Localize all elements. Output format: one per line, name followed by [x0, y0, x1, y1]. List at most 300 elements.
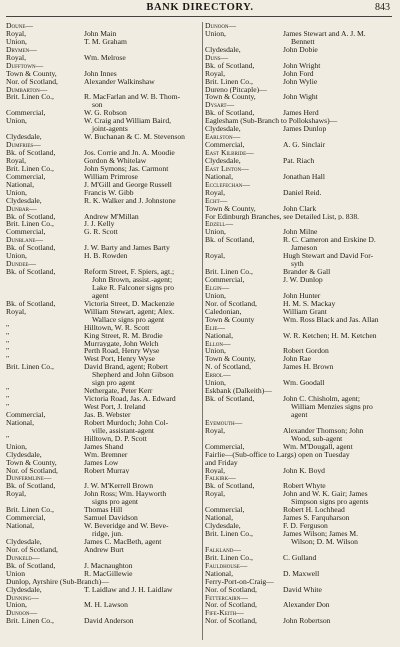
town-heading: [205, 101, 397, 109]
bank-name: Clydesdale,: [6, 585, 42, 594]
agent-names: Robert Murray: [84, 466, 130, 475]
bank-name: ": [6, 323, 10, 332]
left-column: [6, 22, 200, 642]
agent-names: John K. Boyd: [283, 466, 325, 475]
agent-names: John Wight: [283, 93, 318, 102]
bank-name: Town & County,: [205, 204, 256, 213]
bank-name: [205, 411, 283, 419]
agent-names: Wood, sub-agent: [291, 434, 343, 443]
bank-name: [205, 244, 283, 252]
bank-name: Bk. of Scotland,: [6, 299, 56, 308]
town-heading: [205, 562, 397, 570]
bank-name: [6, 530, 84, 538]
bank-name: Union,: [205, 347, 226, 356]
bank-name: Brit. Linen Co.,: [6, 93, 54, 102]
bank-name: Nor. of Scotland,: [205, 601, 257, 610]
agent-names: William Primrose: [84, 172, 138, 181]
directory-entry: [205, 332, 397, 340]
bank-name: Bk. of Scotland,: [205, 236, 255, 245]
town-heading: [6, 22, 200, 30]
agent-names: David Anderson: [84, 617, 134, 626]
town-heading: [205, 165, 397, 173]
directory-entry: [205, 435, 397, 443]
bank-name: Commercial,: [205, 141, 245, 149]
directory-entry: [205, 236, 397, 244]
directory-entry: [6, 157, 200, 165]
agent-names: [84, 141, 200, 149]
agent-names: James Herd: [283, 109, 319, 118]
agent-names: signs pro agent: [92, 498, 138, 507]
directory-entry: [6, 482, 200, 490]
bank-name: National,: [6, 418, 35, 427]
agent-names: John Robertson: [283, 617, 331, 626]
directory-entry: [6, 530, 200, 538]
page-title: BANK DIRECTORY.: [146, 2, 254, 13]
bank-name: Falkirk—: [205, 474, 236, 483]
bank-name: Royal,: [205, 490, 226, 499]
bank-name: Dunbar—: [6, 204, 37, 213]
directory-entry: [205, 38, 397, 46]
directory-entry: [205, 70, 397, 78]
agent-names: Andrew Burt: [84, 545, 124, 554]
directory-entry: [205, 554, 397, 562]
agent-names: Francis W. Gibb: [84, 188, 134, 197]
agent-names: ville, assistant-agent: [92, 426, 154, 435]
bank-name: Commercial,: [6, 228, 46, 237]
agent-names: Jonathan Hall: [283, 172, 325, 181]
bank-name: Bk. of Scotland,: [6, 212, 56, 221]
directory-entry: [6, 538, 200, 546]
bank-name: [205, 435, 283, 443]
directory-entry: [6, 292, 200, 300]
agent-names: John C. Chisholm, agent;: [283, 395, 360, 403]
agent-names: [283, 181, 397, 189]
bank-name: [6, 284, 84, 292]
directory-entry: [6, 387, 200, 395]
town-heading: [6, 260, 200, 268]
bank-name: Brit. Linen Co.,: [6, 506, 54, 515]
town-heading: [6, 554, 200, 562]
bank-name: Falkland—: [205, 545, 241, 554]
town-heading: [205, 284, 397, 292]
town-heading: [205, 546, 397, 554]
directory-entry: [205, 93, 397, 101]
bank-name: ": [6, 347, 10, 356]
directory-entry: [6, 601, 200, 609]
agent-names: [283, 54, 397, 62]
agent-names: James Stewart and A. J. M.: [283, 29, 366, 38]
town-heading: [6, 62, 200, 70]
agent-names: James S. Farquharson: [283, 514, 350, 523]
agent-names: joint-agents: [92, 125, 128, 134]
directory-entry: [6, 379, 200, 387]
bank-name: Nor. of Scotland,: [6, 77, 58, 86]
directory-entry: [205, 538, 397, 546]
bank-name: Commercial,: [6, 172, 46, 181]
agent-names: [84, 22, 200, 30]
directory-entry: [6, 498, 200, 506]
directory-entry: [6, 332, 200, 340]
bank-name: N. of Scotland,: [205, 363, 251, 372]
town-heading: [205, 149, 397, 157]
bank-name: Eskbank (Dalkeith)—: [205, 387, 272, 396]
bank-name: Bk. of Scotland,: [6, 268, 56, 276]
bank-name: Bk. of Scotland,: [205, 482, 255, 491]
agent-names: James Dunlop: [283, 125, 327, 134]
agent-names: [283, 22, 397, 30]
bank-name: National,: [205, 331, 234, 340]
directory-entry: [6, 133, 200, 141]
bank-name: East Linton—: [205, 164, 249, 173]
bank-name: Union,: [205, 29, 226, 38]
bank-name: Ferry-Port-on-Craig—: [205, 577, 274, 586]
bank-name: and Friday: [205, 458, 238, 467]
agent-names: West Port, Henry Wyse: [84, 355, 155, 364]
agent-names: W. Beveridge and W. Beve-: [84, 522, 169, 530]
town-heading: [6, 578, 200, 586]
bank-name: National,: [205, 514, 234, 523]
agent-names: [283, 197, 397, 205]
agent-names: John Innes: [84, 69, 117, 78]
directory-entry: [205, 292, 397, 300]
agent-names: Wilson; D. M. Wilson: [291, 537, 358, 546]
town-heading: [205, 459, 397, 467]
bank-name: Fairlie—(Sub-office to Largs) open on Tuesday: [205, 450, 350, 459]
bank-name: Commercial,: [205, 506, 245, 515]
agent-names: John Rae: [283, 355, 312, 364]
directory-entry: [205, 355, 397, 363]
town-heading: [205, 220, 397, 228]
bank-name: Bk. of Scotland,: [205, 61, 255, 70]
agent-names: [84, 594, 200, 602]
bank-name: [205, 38, 283, 46]
bank-name: Dunoon—: [6, 609, 38, 618]
directory-entry: [205, 490, 397, 498]
agent-names: James H. Brown: [283, 363, 334, 372]
agent-names: William Stewart, agent; Alex.: [84, 307, 175, 316]
directory-entry: [6, 30, 200, 38]
directory-entry: [205, 395, 397, 403]
bank-name: Town & County,: [205, 93, 256, 102]
agent-names: [84, 236, 200, 244]
agent-names: Victoria Street, D. Mackenzie: [84, 299, 175, 308]
bank-name: Bk. of Scotland,: [6, 244, 56, 253]
bank-name: Clydesdale,: [205, 45, 241, 54]
agent-names: [84, 86, 200, 94]
bank-name: Brit. Linen Co.,: [6, 164, 54, 173]
bank-name: Union: [6, 569, 25, 578]
agent-names: F. D. Ferguson: [283, 522, 328, 530]
agent-names: John Milne: [283, 228, 318, 237]
directory-entry: [6, 213, 200, 221]
agent-names: H. M. S. Mackay: [283, 299, 336, 308]
agent-names: [84, 46, 200, 54]
agent-names: Shepherd and John Gibson: [92, 371, 174, 380]
agent-names: Alexander Thomson; John: [283, 426, 364, 435]
directory-entry: [6, 276, 200, 284]
town-heading: [205, 578, 397, 586]
directory-entry: [205, 189, 397, 197]
directory-entry: [205, 62, 397, 70]
directory-entry: [6, 268, 200, 276]
town-heading: [6, 609, 200, 617]
bank-name: Bk. of Scotland,: [205, 395, 255, 403]
directory-entry: [205, 244, 397, 252]
agent-names: T. M. Graham: [84, 37, 127, 46]
agent-names: [367, 117, 397, 125]
bank-name: Bk. of Scotland,: [6, 482, 56, 491]
directory-entry: [205, 276, 397, 284]
agent-names: [335, 578, 397, 586]
bank-name: Brit. Linen Co.,: [205, 553, 253, 562]
town-heading: [205, 181, 397, 189]
agent-names: Wallace signs pro agent: [92, 315, 165, 324]
bank-name: Commercial,: [6, 109, 46, 118]
agent-names: [283, 149, 397, 157]
town-heading: [6, 474, 200, 482]
directory-entry: [6, 443, 200, 451]
bank-name: [205, 403, 283, 411]
bank-name: Clydesdale,: [6, 196, 42, 205]
directory-entry: [205, 300, 397, 308]
bank-name: [6, 276, 84, 284]
bank-name: East Kilbride—: [205, 149, 254, 157]
agent-names: James C. MacBeth, agent: [84, 537, 162, 546]
directory-entry: [6, 324, 200, 332]
agent-names: Hilltown, D. P. Scott: [84, 434, 147, 443]
town-heading: [205, 609, 397, 617]
bank-name: Clydesdale,: [6, 537, 42, 546]
town-heading: [205, 594, 397, 602]
town-heading: [205, 54, 397, 62]
agent-names: James Shand: [84, 442, 124, 451]
agent-names: G. R. Scott: [84, 228, 118, 237]
directory-entry: [6, 284, 200, 292]
bank-name: For Edinburgh Branches, see Detailed List, p. 838.: [205, 212, 360, 221]
town-heading: [205, 387, 397, 395]
bank-name: Brit. Linen Co.,: [6, 617, 54, 626]
bank-name: Clydesdale,: [6, 450, 42, 459]
bank-name: Dunkeld—: [6, 553, 40, 562]
directory-entry: [6, 403, 200, 411]
agent-names: William Menzies signs pro: [291, 403, 373, 411]
agent-names: John Dobie: [283, 45, 318, 54]
bank-name: Duns—: [205, 53, 229, 62]
agent-names: Robert Murdoch; John Col-: [84, 418, 169, 427]
bank-name: Elie—: [205, 323, 226, 332]
directory-entry: [6, 435, 200, 443]
directory-entry: [6, 78, 200, 86]
bank-name: Dundee—: [6, 260, 37, 269]
town-heading: [6, 46, 200, 54]
bank-name: Ellon—: [205, 339, 231, 348]
directory-entry: [6, 101, 200, 109]
agent-names: [283, 474, 397, 482]
directory-entry: [205, 173, 397, 181]
directory-entry: [6, 220, 200, 228]
bank-name: Bk. of Scotland,: [6, 149, 56, 157]
bank-name: Union,: [205, 291, 226, 300]
directory-entry: [6, 189, 200, 197]
bank-name: Union,: [6, 252, 27, 261]
bank-name: [205, 260, 283, 268]
bank-name: [6, 101, 84, 109]
bank-name: [6, 125, 84, 133]
agent-names: Alexander Don: [283, 601, 330, 610]
directory-entry: [6, 117, 200, 125]
directory-entry: [205, 308, 397, 316]
agent-names: W. R. Ketchen; H. M. Ketchen: [283, 331, 377, 340]
bank-name: National,: [6, 180, 35, 189]
agent-names: [283, 284, 397, 292]
agent-names: Victoria Road, Jas. A. Edward: [84, 395, 176, 403]
bank-name: Town & County,: [205, 355, 256, 364]
page-number: 843: [375, 2, 390, 13]
agent-names: Jameson: [291, 244, 318, 253]
agent-names: [84, 554, 200, 562]
bank-name: Dumbarton—: [6, 85, 48, 94]
bank-name: National,: [6, 522, 35, 530]
agent-names: William Grant: [283, 307, 327, 316]
right-column: [205, 22, 397, 642]
agent-names: syth: [291, 260, 304, 269]
agent-names: agent: [92, 291, 109, 300]
agent-names: [283, 371, 397, 379]
agent-names: D. Maxwell: [283, 569, 320, 578]
agent-names: Pat. Riach: [283, 156, 315, 165]
agent-names: son: [92, 101, 103, 110]
agent-names: Wm. Melrose: [84, 53, 126, 62]
bank-name: National,: [205, 569, 234, 578]
bank-name: ": [6, 355, 10, 364]
directory-entry: [205, 157, 397, 165]
agent-names: R. C. Cameron and Erskine D.: [283, 236, 376, 245]
town-heading: [205, 419, 397, 427]
directory-entry: [6, 54, 200, 62]
bank-name: Union,: [205, 228, 226, 237]
bank-name: Dunlop, Ayrshire (Sub-Branch)—: [6, 577, 109, 586]
directory-entry: [6, 93, 200, 101]
town-heading: [6, 205, 200, 213]
agent-names: John Clark: [283, 204, 317, 213]
bank-name: Nor. of Scotland,: [205, 585, 257, 594]
agent-names: Jos. Corrie and Jn. A. Moodie: [84, 149, 175, 157]
directory-entry: [6, 586, 200, 594]
directory-entry: [205, 427, 397, 435]
bank-name: Eyemouth—: [205, 418, 243, 427]
town-heading: [205, 474, 397, 482]
directory-entry: [6, 570, 200, 578]
agent-names: [283, 594, 397, 602]
bank-name: Clydesdale,: [6, 133, 42, 142]
bank-name: Royal,: [205, 466, 226, 475]
bank-name: Clydesdale,: [205, 156, 241, 165]
directory-entry: [6, 506, 200, 514]
agent-names: James Low: [84, 458, 119, 467]
agent-names: Samuel Davidson: [84, 514, 138, 523]
bank-name: Town & County,: [6, 458, 57, 467]
town-heading: [205, 117, 397, 125]
directory-entry: [205, 109, 397, 117]
agent-names: J. W. M'Kerrell Brown: [84, 482, 154, 491]
agent-names: J. W. Barty and James Barty: [84, 244, 170, 253]
bank-name: [205, 498, 283, 506]
agent-names: Alexander Walkinshaw: [84, 77, 155, 86]
directory-entry: [6, 562, 200, 570]
bank-name: Dureno (Pitcaple)—: [205, 85, 267, 94]
agent-names: Wm. Ross Black and Jas. Allan: [283, 315, 379, 324]
directory-entry: [205, 347, 397, 355]
agent-names: [283, 133, 397, 141]
bank-name: Dufftown—: [6, 61, 44, 70]
agent-names: Jas. B. Webster: [84, 410, 131, 419]
bank-name: Town & County: [205, 315, 255, 324]
town-heading: [6, 594, 200, 602]
bank-name: ": [6, 395, 10, 403]
directory-entry: [6, 228, 200, 236]
agent-names: W. G. Robson: [84, 109, 127, 118]
agent-names: West Port, J. Ireland: [84, 403, 146, 411]
bank-name: Dunfermline—: [6, 474, 52, 483]
town-heading: [205, 133, 397, 141]
bank-name: Brit. Linen Co.,: [205, 268, 253, 276]
directory-entry: [6, 371, 200, 379]
agent-names: Robert Gordon: [283, 347, 329, 356]
agent-names: James Wilson; James M.: [283, 530, 359, 538]
agent-names: Andrew M'Millan: [84, 212, 139, 221]
bank-name: Dysart—: [205, 101, 235, 110]
bank-name: Dumfries—: [6, 141, 41, 149]
agent-names: Wm. M'Dougall, agent: [283, 442, 353, 451]
agent-names: Wm. Bremner: [84, 450, 128, 459]
directory-entry: [6, 467, 200, 475]
directory-entry: [6, 340, 200, 348]
directory-entry: [205, 570, 397, 578]
agent-names: Thomas Hill: [84, 506, 123, 515]
directory-entry: [205, 316, 397, 324]
directory-entry: [6, 125, 200, 133]
bank-name: Caledonian,: [205, 307, 242, 316]
bank-name: Town & County,: [6, 69, 57, 78]
bank-name: Bk. of Scotland,: [205, 109, 255, 118]
agent-names: Wm. Goodall: [283, 379, 325, 388]
agent-names: [283, 220, 397, 228]
bank-name: Commercial,: [6, 410, 46, 419]
bank-name: Clydesdale,: [205, 125, 241, 134]
bank-name: Nor. of Scotland,: [205, 299, 257, 308]
directory-entry: [6, 522, 200, 530]
bank-name: Clydesdale,: [205, 522, 241, 530]
agent-names: John and W. K. Gair; James: [283, 490, 368, 499]
directory-entry: [205, 601, 397, 609]
agent-names: David Brand, agent; Robert: [84, 363, 168, 372]
directory-entry: [6, 165, 200, 173]
agent-names: sign pro agent: [92, 379, 136, 388]
directory-entry: [205, 530, 397, 538]
directory-entry: [6, 546, 200, 554]
bank-name: Fife-Keith—: [205, 609, 244, 618]
directory-entry: [205, 411, 397, 419]
directory-entry: [6, 355, 200, 363]
directory-entry: [205, 46, 397, 54]
bank-name: ": [6, 339, 10, 348]
agent-names: John Ford: [283, 69, 314, 78]
town-heading: [205, 197, 397, 205]
agent-names: J. W. Dunlop: [283, 276, 323, 284]
directory-entry: [205, 443, 397, 451]
agent-names: Hugh Stewart and David For-: [283, 252, 374, 261]
directory-entry: [6, 395, 200, 403]
